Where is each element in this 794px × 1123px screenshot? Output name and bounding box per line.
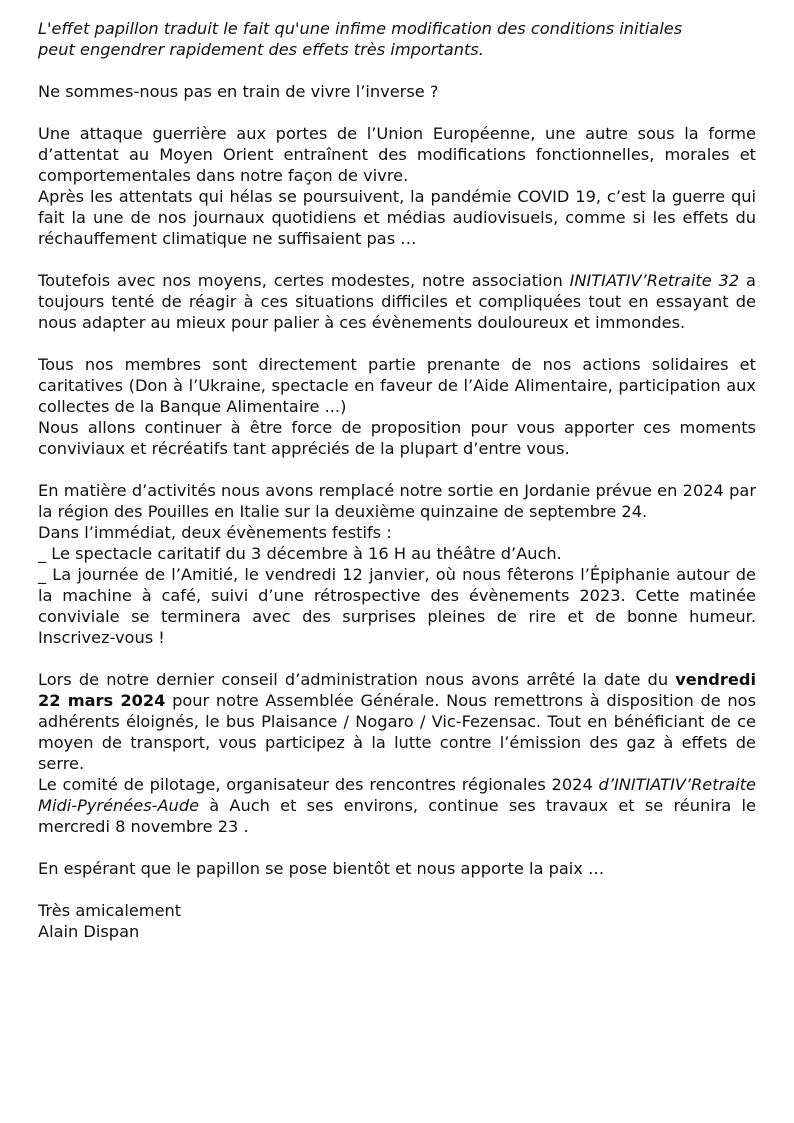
spacer <box>38 837 756 858</box>
signature-name: Alain Dispan <box>38 922 140 941</box>
signature-block <box>38 900 756 942</box>
members-text-1: Tous nos membres sont directement partie prenante de nos actions solidaires et caritatives (Don à l’Ukraine, spectacle en faveur de l’Aide Alimentaire, participation aux collectes de la Banque Alimentaire ...) <box>38 355 756 416</box>
closing-paragraph: En espérant que le papillon se pose bientôt et nous apporte la paix … <box>38 859 605 878</box>
spacer <box>38 60 756 81</box>
attack-text-1: Une attaque guerrière aux portes de l’Union Européenne, une autre sous la forme d’attentat au Moyen Orient entraînent des modifications fonctionnelles, morales et comportementales dans notre façon de vivre. <box>38 124 756 185</box>
event-item-1: _ Le spectacle caritatif du 3 décembre à 16 H au théâtre d’Auch. <box>38 544 562 563</box>
committee-text-before: Le comité de pilotage, organisateur des rencontres régionales 2024 <box>38 775 599 794</box>
activities-paragraph <box>38 480 756 648</box>
spacer <box>38 648 756 669</box>
spacer <box>38 333 756 354</box>
letter-page <box>38 18 756 942</box>
association-text-before: Toutefois avec nos moyens, certes modestes, notre association <box>38 271 563 290</box>
activities-text-1: En matière d’activités nous avons remplacé notre sortie en Jordanie prévue en 2024 par la région des Pouilles en Italie sur la deuxième quinzaine de septembre 24. <box>38 481 756 521</box>
spacer <box>38 249 756 270</box>
committee-text-after: à Auch et ses environs, continue ses travaux et se réunira le mercredi 8 novembre 23 . <box>38 796 756 836</box>
question-paragraph: Ne sommes-nous pas en train de vivre l’inverse ? <box>38 82 439 101</box>
intro-line-1: L'effet papillon traduit le fait qu'une infime modification des conditions initiales <box>38 19 683 38</box>
members-paragraph <box>38 354 756 459</box>
signature-greeting: Très amicalement <box>38 901 182 920</box>
attack-paragraph <box>38 123 756 249</box>
attack-text-2: Après les attentats qui hélas se poursuivent, la pandémie COVID 19, c’est la guerre qui fait la une de nos journaux quotidiens et médias audiovisuels, comme si les effets du réchauffement climatique ne suffisaient pas … <box>38 187 756 248</box>
council-text-after: pour notre Assemblée Générale. Nous remettrons à disposition de nos adhérents éloignés, le bus Plaisance / Nogaro / Vic-Fezensac. Tout en bénéficiant de ce moyen de transport, vous participez à la lutte contre l’émission des gaz à effets de serre. <box>38 691 757 773</box>
committee-name: d’INITIATIV’Retraite Midi-Pyrénées-Aude <box>38 775 756 815</box>
spacer <box>38 879 756 900</box>
event-item-2: _ La journée de l’Amitié, le vendredi 12 janvier, où nous fêterons l’Épiphanie autour de la machine à café, suivi d’une rétrospective des évènements 2023. Cette matinée conviviale se terminera avec des surprises pleines de rire et de bonne humeur. Inscrivez-vous ! <box>38 565 756 647</box>
spacer <box>38 102 756 123</box>
intro-line-2: peut engendrer rapidement des effets très importants. <box>38 40 484 59</box>
members-text-2: Nous allons continuer à être force de proposition pour vous apporter ces moments conviviaux et récréatifs tant appréciés de la plupart d’entre vous. <box>38 418 756 458</box>
committee-text <box>38 774 756 837</box>
council-text <box>38 669 756 774</box>
council-text-before: Lors de notre dernier conseil d’administration nous avons arrêté la date du <box>38 670 676 689</box>
activities-text-2: Dans l’immédiat, deux évènements festifs : <box>38 523 392 542</box>
council-paragraph <box>38 669 756 837</box>
association-text-after: a toujours tenté de réagir à ces situations difficiles et compliquées tout en essayant de nous adapter au mieux pour palier à ces évènements douloureux et immondes. <box>38 271 756 332</box>
spacer <box>38 459 756 480</box>
intro-paragraph <box>38 18 756 60</box>
association-paragraph <box>38 270 756 333</box>
assembly-date: vendredi 22 mars 2024 <box>38 670 756 710</box>
association-name: INITIATIV’Retraite 32 <box>569 271 740 290</box>
